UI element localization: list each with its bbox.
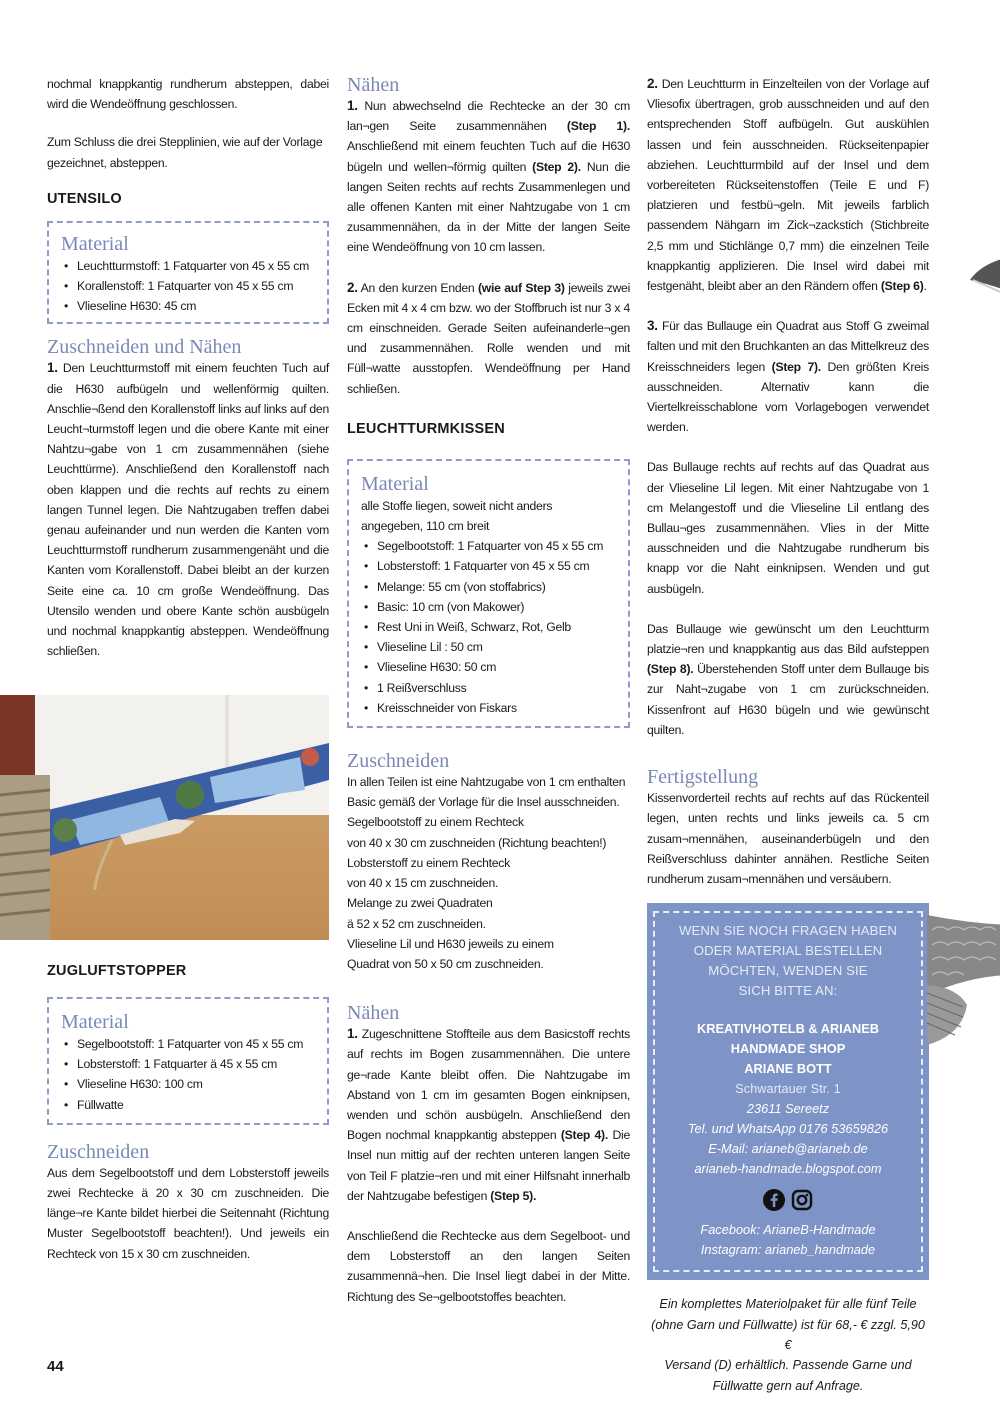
instagram-handle[interactable]: Instagram: arianeb_handmade xyxy=(700,1242,876,1258)
email[interactable]: E-Mail: arianeb@arianeb.de xyxy=(708,1141,868,1157)
column-2 xyxy=(347,74,630,1307)
cut-sew-heading: Zuschneiden und Nähen xyxy=(47,336,242,359)
list-item: • Korallenstoff: 1 Fatquarter von 45 x 55 cm xyxy=(75,276,315,296)
step-ref: (wie auf Step 3) xyxy=(478,280,565,295)
list-item: • Vlieseline Lil : 50 cm xyxy=(375,637,616,657)
section-title-leuchtturmkissen: LEUCHTTURMKISSEN xyxy=(347,420,505,437)
kissen-sew-paragraph-2: Anschließend die Rechtecke aus dem Segelboot- und dem Lobsterstoff an den langen Seiten zusammennä¬hen. Die Insel liegt dabei in der Mitte. Richtung des Se¬gelbootstoffes beachten. xyxy=(347,1228,630,1304)
photo-illustration xyxy=(0,695,329,940)
contact-box-inner xyxy=(653,911,923,1272)
material-list xyxy=(61,256,315,317)
fish-head-illustration xyxy=(965,250,1000,310)
list-item: • Segelbootstoff: 1 Fatquarter von 45 x 55 cm xyxy=(375,536,616,556)
cut-text: Aus dem Segelbootstoff und dem Lobsterstoff jeweils zwei Rechtecke ä 20 x 30 cm zuschneiden. Die länge¬re Kante bildet hierbei die Seitennaht (Richtung Muster Segelbootstoff beachten!). Und jeweils ein Rechteck von 15 x 30 cm zuschneiden. xyxy=(47,1165,329,1261)
material-list xyxy=(61,1034,315,1115)
material-heading: Material xyxy=(61,1011,129,1033)
step-ref: (Step 4). xyxy=(560,1128,608,1143)
material-box-leuchtturmkissen xyxy=(347,459,630,728)
list-item: • Füllwatte xyxy=(75,1095,315,1115)
promo-line: Versand (D) erhältlich. Passende Garne und xyxy=(664,1358,912,1373)
page-number: 44 xyxy=(47,1358,64,1375)
step-number: 1. xyxy=(347,1026,358,1042)
list-item: • Vlieseline H630: 50 cm xyxy=(375,657,616,677)
step-2 xyxy=(647,74,929,296)
cut-heading: Zuschneiden xyxy=(347,750,450,773)
list-item: • Leuchtturmstoff: 1 Fatquarter von 45 x 55 cm xyxy=(75,256,315,276)
column-3 xyxy=(647,74,929,1396)
fish-tail-illustration xyxy=(927,915,1000,1055)
list-item: • Segelbootstoff: 1 Fatquarter von 45 x 55 cm xyxy=(75,1034,315,1054)
step-text: . xyxy=(923,279,927,294)
step-text: Die Insel nun mittig auf der rechten unteren langen Seite von Teil F platzie¬ren und mit einer Hilfsnaht innerhalb der Nahtzugabe befestigen xyxy=(347,1128,630,1203)
step-text: Zugeschnittene Stoffteile aus dem Basicstoff rechts auf rechts im Bogen zusammennähen. Die untere ge¬rade Kante bleibt offen. Die Nahtzugabe im Abstand von 1 cm im gesamten Bogen einknipsen, wenden und schön ausbügeln. Anschließend den Bogen nochmal knappkantig absteppen xyxy=(347,1027,630,1143)
step-ref: (Step 5). xyxy=(490,1188,537,1203)
material-heading: Material xyxy=(361,472,429,495)
cut-line: von 40 x 30 cm zuschneiden (Richtung beachten!) xyxy=(347,835,607,850)
cut-line: von 40 x 15 cm zuschneiden. xyxy=(347,876,499,891)
step-text: Nun abwechselnd die Rechtecke an der 30 cm lan¬gen Seite zusammennähen xyxy=(347,99,630,134)
cut-line: Basic gemäß der Vorlage für die Insel ausschneiden. xyxy=(347,795,620,810)
list-item: • Melange: 55 cm (von stoffabrics) xyxy=(375,577,616,597)
sew-heading: Nähen xyxy=(347,74,400,96)
phone[interactable]: Tel. und WhatsApp 0176 53659826 xyxy=(687,1121,889,1137)
promo-line: Ein komplettes Materiolpaket für alle fünf Teile xyxy=(659,1297,917,1312)
section-title-zugluftstopper: ZUGLUFTSTOPPER xyxy=(47,963,187,979)
step-number: 2. xyxy=(647,76,658,91)
cut-line: Quadrat von 50 x 50 cm zuschneiden. xyxy=(347,956,544,971)
step-ref: (Step 2). xyxy=(532,159,581,174)
contact-box xyxy=(647,903,929,1280)
list-item: • Basic: 10 cm (von Makower) xyxy=(375,597,616,617)
step-text: Den größten Kreis ausschneiden. Alternativ kann die Viertelkreisschablone vom Vorlagebogen verwendet werden. xyxy=(647,359,929,435)
cut-line: ä 52 x 52 cm zuschneiden. xyxy=(347,916,486,931)
promo-line: (ohne Garn und Füllwatte) ist für 68,- € zzgl. 5,90 € xyxy=(651,1317,925,1352)
city: 23611 Sereetz xyxy=(746,1101,830,1117)
section-zugluftstopper xyxy=(47,963,329,1264)
bullauge-paragraph-2 xyxy=(647,619,929,740)
shop-name-line: HANDMADE SHOP xyxy=(730,1041,846,1057)
cut-lines xyxy=(347,772,630,974)
list-item: • 1 Reißverschluss xyxy=(375,678,616,698)
step-text: Für das Bullauge ein Quadrat aus Stoff G zweimal falten und mit den Bruchkanten an das Mittelkreuz des Kreisschneiders legen xyxy=(647,319,930,374)
finish-text: Kissenvorderteil rechts auf rechts auf das Rückenteil legen, unten rechts und links jeweils ca. 5 cm zusam¬mennähen, auseinanderbügeln und den Reißverschluss dahinter annähen. Restliche Seiten rundherum zusam¬mennähen und versäubern. xyxy=(647,791,929,886)
list-item: • Lobsterstoff: 1 Fatquarter ä 45 x 55 cm xyxy=(75,1054,315,1074)
instagram-icon[interactable] xyxy=(791,1189,813,1216)
material-box-utensilo xyxy=(47,221,329,325)
step-text: Den Leuchtturm in Einzelteilen von der Vorlage auf Vliesofix übertragen, grob ausschneiden und auf den entsprechenden Stoff aufbügeln. Gut auskühlen lassen und fein ausschneiden. Rückseitenpapier abziehen. Leuchtturmbild auf der Insel und dem vorbereiteten Rückseitenstoffen (Teile E und F) platzieren und festbü¬geln. Mit jeweils farblich passendem Nähgarn im Zick¬zackstich (Stichbreite 2,5 mm und Stichlänge 0,7 mm) die einzelnen Teile knappkantig applizieren. Die Insel wird dabei mit festgenäht, bleibt aber an den Rändern offen xyxy=(647,77,929,294)
step-ref: (Step 1). xyxy=(566,119,631,134)
step-text: Den Leuchtturmstoff mit einem feuchten Tuch auf die H630 aufbügeln und wellenförmig quilten. Anschlie¬ßend den Korallenstoff links auf links auf den Leucht¬turmstoff legen und die obere Kante mit einer Nahtzu¬gabe von 1 cm zusammennähen (siehe Leuchttürme). Anschließend den Korallenstoff nach oben klappen und die rechts auf rechts zu einem langen Tunnel legen. Die Nahtzugaben treffen dabei genau aufeinander und nun werden die Kanten vom Leuchtturmstoff rundherum zusammengenäht und die Kanten vom Korallenstoff. Dabei bleibt an der kurzen Seite eine ca. 10 cm große Wendeöffnung. Das Utensilo wenden und obere Kante schön ausbügeln und nochmal knappkantig absteppen. Wendeöffnung schließen. xyxy=(47,361,330,659)
draft-stopper-photo xyxy=(0,695,329,940)
bullauge-paragraph-1: Das Bullauge rechts auf rechts auf das Quadrat aus der Vlieseline Lil legen. Mit einer Nahtzugabe von 1 cm Melangestoff und die Vlieseline Lil entlang des Bullau¬ges zusammennähen. Vlies in der Mitte ausschneiden und die Nahtzugabe rundherum bis knapp vor die Naht einknipsen. Wenden und gut ausbügeln. xyxy=(647,460,929,596)
shop-name-line: KREATIVHOTELB & ARIANEB xyxy=(697,1021,879,1037)
step-text: Anschließend mit einem feuchten Tuch auf die H630 bügeln und wellen¬förmig quilten xyxy=(347,139,630,174)
cut-heading: Zuschneiden xyxy=(47,1140,150,1163)
sew-heading-2: Nähen xyxy=(347,1002,400,1025)
material-package-note xyxy=(647,1294,929,1396)
finish-heading: Fertigstellung xyxy=(647,766,759,789)
list-item: • Vlieseline H630: 100 cm xyxy=(75,1074,315,1094)
step-number: 1. xyxy=(347,98,358,113)
list-item: • Rest Uni in Weiß, Schwarz, Rot, Gelb xyxy=(375,617,616,637)
utensilo-step-1 xyxy=(47,358,329,661)
contact-intro-line: MÖCHTEN, WENDEN SIE xyxy=(708,963,868,979)
step-3 xyxy=(647,316,929,437)
step-text: Das Bullauge wie gewünscht um den Leuchtturm platzie¬ren und knappkantig aus das Bild aufsteppen xyxy=(647,621,929,657)
intro-paragraph-1: nochmal knappkantig rundherum absteppen, dabei wird die Wendeöffnung geschlossen. xyxy=(47,77,329,112)
list-item: • Lobsterstoff: 1 Fatquarter von 45 x 55 cm xyxy=(375,556,616,576)
contact-intro-line: WENN SIE NOCH FRAGEN HABEN xyxy=(678,923,898,939)
step-text: jeweils zwei Ecken mit 4 x 4 cm bzw. wo der Stoffbruch ist nur 3 x 4 cm einschneiden. Gerade Seiten aufeinanderle¬gen und zusammennähen. Rolle wenden und mit Füll¬watte ausstopfen. Wendeöffnung per Hand schließen. xyxy=(347,280,631,396)
facebook-icon[interactable] xyxy=(763,1189,785,1216)
step-number: 3. xyxy=(647,318,658,334)
step-text: Überstehenden Stoff unter dem Bullauge bis zur Naht¬zugabe von 1 cm zurückschneiden. Kissenfront auf H630 bügeln und wie gewünscht quilten. xyxy=(647,662,929,737)
column-1 xyxy=(47,74,329,661)
blog-link[interactable]: arianeb-handmade.blogspot.com xyxy=(694,1161,882,1177)
promo-line: Füllwatte gern auf Anfrage. xyxy=(712,1378,864,1393)
facebook-handle[interactable]: Facebook: ArianeB-Handmade xyxy=(700,1222,876,1238)
step-ref: (Step 7). xyxy=(771,359,821,374)
kissen-sew-step-1 xyxy=(347,1024,630,1206)
contact-intro-line: ODER MATERIAL BESTELLEN xyxy=(693,943,883,959)
social-icons xyxy=(659,1189,917,1216)
cut-line: Segelbootstoff zu einem Rechteck xyxy=(347,815,524,830)
step-text: An den kurzen Enden xyxy=(360,280,478,295)
sew-step-2 xyxy=(347,278,630,399)
cut-line: Vlieseline Lil und H630 jeweils zu einem xyxy=(347,936,554,951)
intro-paragraph-2: Zum Schluss die drei Stepplinien, wie auf der Vorlage gezeichnet, absteppen. xyxy=(47,135,323,170)
step-ref: (Step 8). xyxy=(647,662,694,677)
step-number: 1. xyxy=(47,360,58,376)
material-heading: Material xyxy=(61,232,129,255)
cut-line: Lobsterstoff zu einem Rechteck xyxy=(347,855,510,870)
cut-line: Melange zu zwei Quadraten xyxy=(347,896,493,911)
step-text: Nun die langen Seiten rechts auf rechts Zusammenlegen und alle offenen Kanten mit einer Nahtzugabe von 1 cm zusammennähen, da in der Mitte der langen Seite eine Wendeöffnung von 10 cm lassen. xyxy=(347,159,630,255)
material-box-zugluftstopper xyxy=(47,997,329,1125)
material-list xyxy=(361,536,616,718)
material-intro: alle Stoffe liegen, soweit nicht anders angegeben, 110 cm breit xyxy=(361,498,553,534)
cut-line: In allen Teilen ist eine Nahtzugabe von 1 cm enthalten xyxy=(347,775,626,790)
list-item: • Vlieseline H630: 45 cm xyxy=(75,296,315,316)
list-item: • Kreisschneider von Fiskars xyxy=(375,698,616,718)
step-number: 2. xyxy=(347,279,358,295)
sew-step-1 xyxy=(347,96,630,258)
street: Schwartauer Str. 1 xyxy=(735,1082,841,1097)
section-title-utensilo: UTENSILO xyxy=(47,190,122,207)
step-ref: (Step 6) xyxy=(880,279,924,294)
contact-intro-line: SICH BITTE AN: xyxy=(738,983,838,999)
shop-name-line: ARIANE BOTT xyxy=(744,1061,832,1077)
